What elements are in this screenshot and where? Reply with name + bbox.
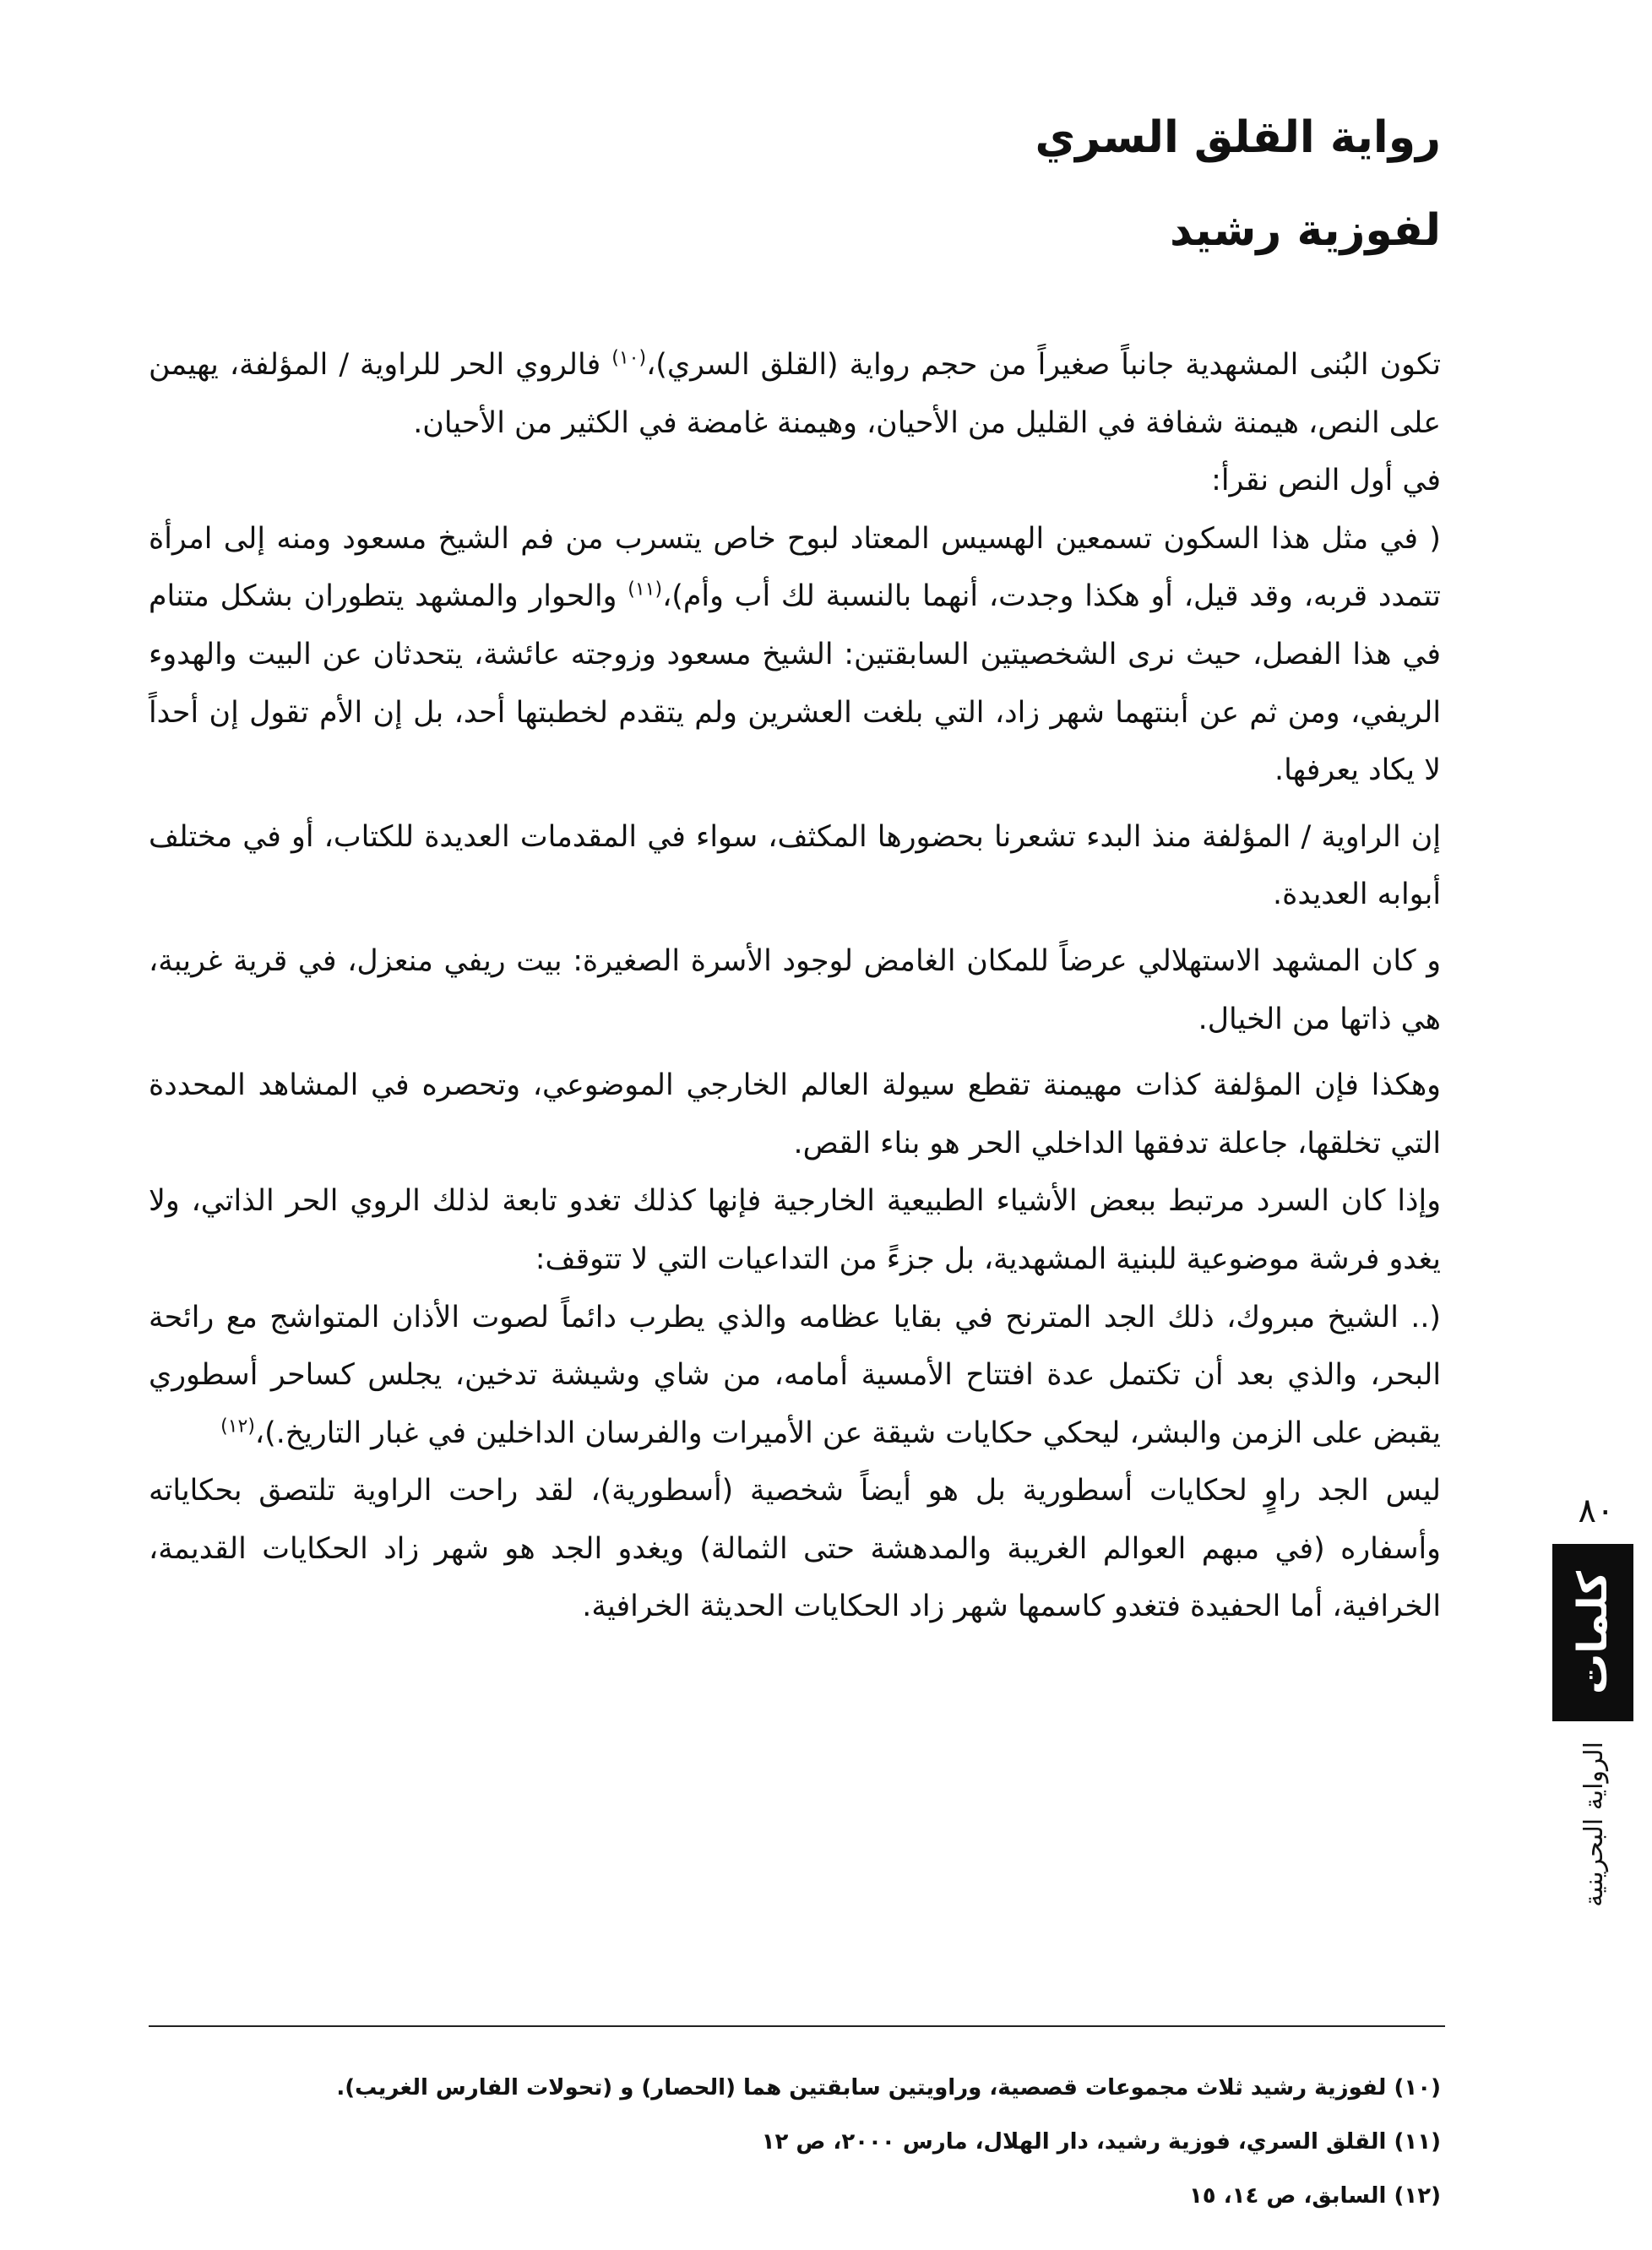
series-label [1559,1723,1628,1926]
body-text [149,336,1441,1636]
paragraph: و كان المشهد الاستهلالي عرضاً للمكان الغامض لوجود الأسرة الصغيرة: بيت ريفي منعزل، في قرية غريبة، هي ذاتها من الخيال. [149,943,1441,1036]
brand-label: كلمات [1569,1571,1617,1694]
series-title: الرواية البحرينية [1579,1742,1609,1907]
paragraph: إن الراوية / المؤلفة منذ البدء تشعرنا بحضورها المكثف، سواء في المقدمات العديدة للكتاب، أو في مختلف أبوابه العديدة. [149,819,1441,912]
page-title: رواية القلق السري [1035,112,1441,163]
footnote-ref: (١٠) [611,347,647,369]
paragraph: وهكذا فإن المؤلفة كذات مهيمنة تقطع سيولة العالم الخارجي الموضوعي، وتحصره في المشاهد المحددة التي تخلقها، جاعلة تدفقها الداخلي الحر هو بناء القص. [149,1068,1441,1160]
page-number: ٨٠ [1578,1492,1615,1530]
footnote: (١٠) لفوزية رشيد ثلاث مجموعات قصصية، وراويتين سابقتين هما (الحصار) و (تحولات الفارس الغريب). [336,2075,1441,2101]
paragraph: ليس الجد راوٍ لحكايات أسطورية بل هو أيضاً شخصية (أسطورية)، لقد راحت الراوية تلتصق بحكاياته وأسفاره (في مبهم العوالم الغريبة والمدهشة حتى الثمالة) ويغدو الجد هو شهر زاد الحكايات القديمة، الخرافية، أما الحفيدة فتغدو كاسمها شهر زاد الحكايات الحديثة الخرافية. [149,1474,1441,1624]
footnote-ref: (١٢) [220,1416,255,1438]
paragraph: وإذا كان السرد مرتبط ببعض الأشياء الطبيعية الخارجية فإنها كذلك تغدو تابعة لذلك الروي الحر الذاتي، ولا يغدو فرشة موضوعية للبنية المشهدية، بل جزءً من التداعيات التي لا تتوقف: [149,1184,1441,1276]
footnote-divider [149,2025,1445,2027]
footnote: (١١) القلق السري، فوزية رشيد، دار الهلال، مارس ٢٠٠٠، ص ١٢ [761,2129,1441,2155]
paragraph: في أول النص نقرأ: [1211,464,1441,498]
author-heading: لفوزية رشيد [1170,205,1441,256]
brand-badge [1552,1544,1633,1721]
paragraph: تكون البُنى المشهدية جانباً صغيراً من حجم رواية (القلق السري)،$^{(١٠)}$ فالروي الحر للراوية / المؤلفة، يهيمن على النص، هيمنة شفافة في القليل من الأحيان، وهيمنة غامضة في الكثير من الأحيان. [149,347,1442,440]
footnotes [149,2061,1441,2223]
paragraph: (.. الشيخ مبروك، ذلك الجد المترنح في بقايا عظامه والذي يطرب دائماً لصوت الأذان المتواشج مع رائحة البحر، والذي بعد أن تكتمل عدة افتتاح الأمسية أمامه، من شاي وشيشة تدخين، يجلس كساحر أسطوري يقبض على الزمن والبشر، ليحكي حكايات شيقة عن الأميرات والفرسان الداخلين في غبار التاريخ.)،$^{(١٢)}$ [149,1300,1441,1450]
footnote: (١٢) السابق، ص ١٤، ١٥ [1188,2183,1441,2209]
paragraph: ( في مثل هذا السكون تسمعين الهسيس المعتاد لبوح خاص يتسرب من فم الشيخ مسعود ومنه إلى امرأة تتمدد قربه، وقد قيل، أو هكذا وجدت، أنهما بالنسبة لك أب وأم)،$^{(١١)}$ والحوار والمشهد يتطوران بشكل متنام في هذا الفصل، حيث نرى الشخصيتين السابقتين: الشيخ مسعود وزوجته عائشة، يتحدثان عن البيت والهدوء الريفي، ومن ثم عن أبنتهما شهر زاد، التي بلغت العشرين ولم يتقدم لخطبتها أحد، بل إن الأم تقول إن أحداً لا يكاد يعرفها. [149,521,1441,788]
footnote-ref: (١١) [628,579,663,601]
